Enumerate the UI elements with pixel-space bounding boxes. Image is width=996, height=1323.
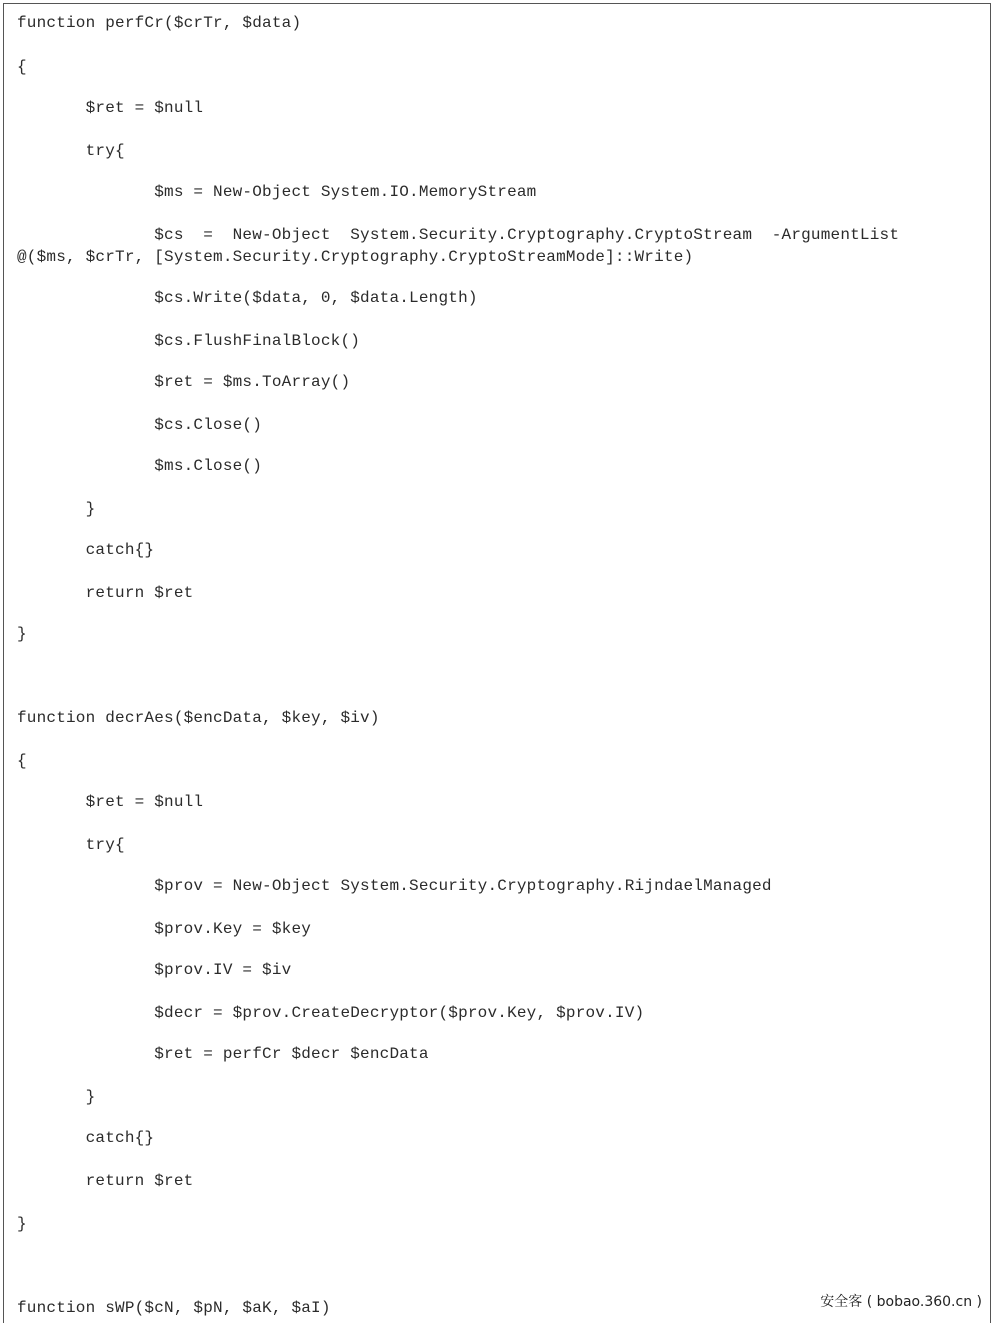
code-line: $prov = New-Object System.Security.Cryptography.RijndaelManaged — [17, 877, 772, 895]
watermark-text: 安全客 ( bobao.360.cn ) — [818, 1290, 984, 1312]
code-line: @($ms, $crTr, [System.Security.Cryptography.CryptoStreamMode]::Write) — [17, 248, 694, 266]
code-line: catch{} — [17, 541, 155, 559]
code-line: try{ — [17, 836, 125, 854]
code-line: $decr = $prov.CreateDecryptor($prov.Key, $prov.IV) — [17, 1004, 645, 1022]
code-line: $ret = $null — [17, 793, 204, 811]
code-line: $ms = New-Object System.IO.MemoryStream — [17, 183, 537, 201]
code-line: $prov.Key = $key — [17, 920, 312, 938]
code-line: } — [17, 1088, 96, 1106]
code-line: return $ret — [17, 584, 194, 602]
code-line: function decrAes($encData, $key, $iv) — [17, 709, 380, 727]
code-line: $ret = $ms.ToArray() — [17, 373, 351, 391]
code-line: $prov.IV = $iv — [17, 961, 292, 979]
code-line: $cs.Close() — [17, 416, 263, 434]
code-line: } — [17, 625, 27, 643]
code-line: catch{} — [17, 1129, 155, 1147]
code-line: function sWP($cN, $pN, $aK, $aI) — [17, 1299, 331, 1317]
code-line: $ret = perfCr $decr $encData — [17, 1045, 429, 1063]
code-line: $cs = New-Object System.Security.Cryptography.CryptoStream -ArgumentList — [17, 226, 900, 244]
code-line: } — [17, 1215, 27, 1233]
code-line: { — [17, 752, 27, 770]
code-line: } — [17, 500, 96, 518]
code-line: $cs.Write($data, 0, $data.Length) — [17, 289, 478, 307]
code-line: $ret = $null — [17, 99, 204, 117]
code-line: try{ — [17, 142, 125, 160]
code-line: return $ret — [17, 1172, 194, 1190]
code-line: function perfCr($crTr, $data) — [17, 14, 302, 32]
code-line: { — [17, 58, 27, 76]
code-line: $cs.FlushFinalBlock() — [17, 332, 361, 350]
code-line: $ms.Close() — [17, 457, 263, 475]
